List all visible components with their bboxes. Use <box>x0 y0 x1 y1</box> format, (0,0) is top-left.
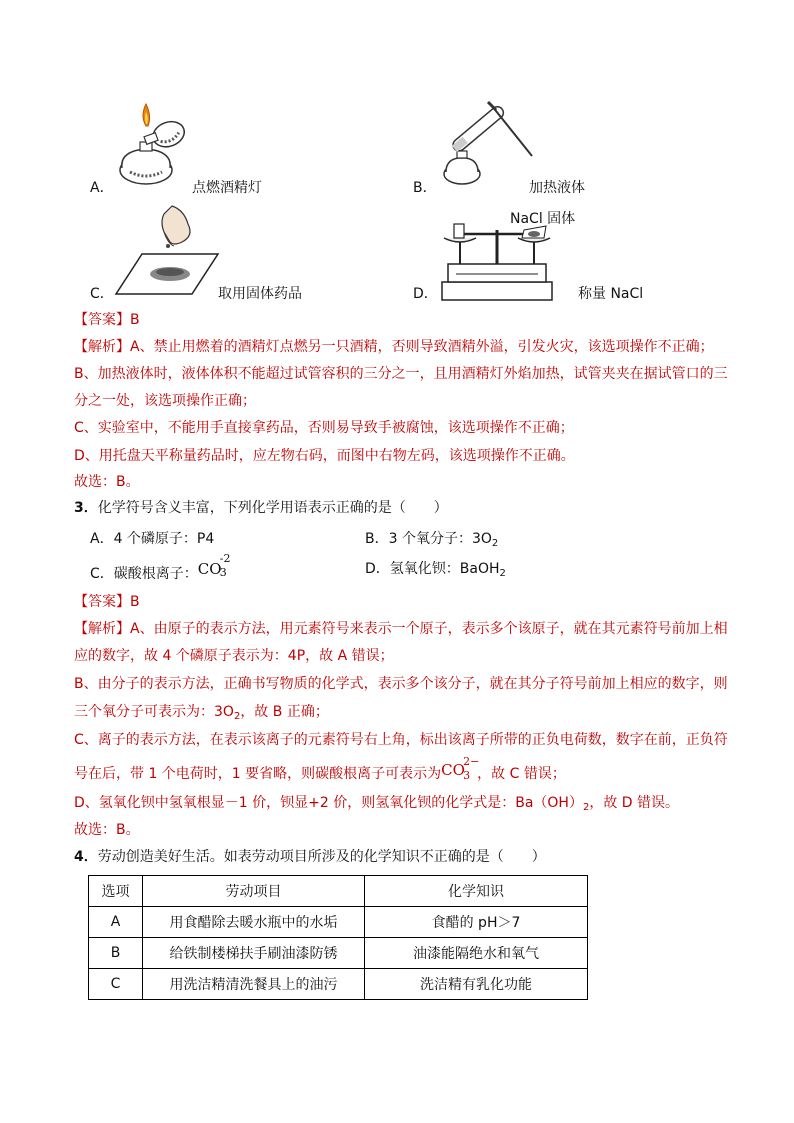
taking-solid-by-hand-image <box>112 202 222 296</box>
table-cell: 食醋的 pH＞7 <box>365 907 588 938</box>
q3-option-a: A．4 个磷原子：P4 <box>90 531 215 547</box>
option-a-illustration <box>108 98 198 190</box>
option-text: C．碳酸根离子： <box>90 566 198 582</box>
formula-sup: 2− <box>463 755 480 768</box>
q2-answer-line <box>74 310 734 330</box>
subscript: 2 <box>491 538 499 549</box>
answer-tag: 【答案】 <box>74 594 130 610</box>
answer-tag: 【答案】 <box>74 312 130 328</box>
q4-stem <box>74 847 734 867</box>
option-text: D．氢氧化钡：BaOH <box>365 561 500 577</box>
q3-analysis-line-1 <box>74 619 734 639</box>
option-letter-d: D． <box>413 286 438 302</box>
subscript: 2 <box>233 711 241 722</box>
analysis-tag: 【解析】 <box>74 621 130 637</box>
analysis-text: A、由原子的表示方法，用元素符号来表示一个原子，表示多个该原子，就在其元素符号前加上相 <box>130 621 728 637</box>
table-header: 选项 <box>89 876 143 907</box>
analysis-text: ，故 C 错误； <box>477 766 566 782</box>
analysis-text: 号在后，带 1 个电荷时，1 要省略，则碳酸根离子可表示为 <box>74 766 442 782</box>
option-caption-d: 称量 NaCl <box>578 286 644 302</box>
question-number: 3． <box>74 500 98 516</box>
option-letter-b: B． <box>413 180 437 196</box>
option-caption-c: 取用固体药品 <box>218 286 302 302</box>
q3-answer-line <box>74 592 734 612</box>
option-letter-a: A． <box>90 180 114 196</box>
question-text: 劳动创造美好生活。如表劳动项目所涉及的化学知识不正确的是（ ） <box>97 849 546 865</box>
q3-analysis-line-3: B、由分子的表示方法，正确书写物质的化学式，表示多个该分子，就在其分子符号前加上相应的数字，则 <box>74 676 728 692</box>
q3-analysis-line-2: 应的数字，故 4 个磷原子表示为：4P，故 A 错误； <box>74 648 394 664</box>
subscript: 2 <box>499 568 506 579</box>
table-cell: A <box>89 907 143 938</box>
balance-weighing-image <box>436 212 558 304</box>
table-cell: 用食醋除去暖水瓶中的水垢 <box>143 907 365 938</box>
table-header: 劳动项目 <box>143 876 365 907</box>
option-letter-c: C． <box>90 286 114 302</box>
q2-analysis-line-4: C、实验室中，不能用手直接拿药品，否则易导致手被腐蚀，该选项操作不正确； <box>74 420 574 436</box>
analysis-tag: 【解析】 <box>74 339 130 355</box>
option-caption-a: 点燃酒精灯 <box>192 180 262 196</box>
answer-value: B <box>130 594 140 610</box>
q2-analysis-line-1 <box>74 337 734 357</box>
question-text: 化学符号含义丰富，下列化学用语表示正确的是（ ） <box>97 500 448 516</box>
subscript: 2 <box>582 802 590 813</box>
formula-sup: -2 <box>219 552 231 565</box>
q3-conclusion: 故选：B。 <box>74 822 140 838</box>
analysis-text: D、氢氧化钡中氢氧根显－1 价，钡显+2 价，则氢氧化钡的化学式是：Ba（OH） <box>74 795 583 811</box>
formula-base: CO <box>441 761 465 779</box>
formula-sub: 3 <box>463 769 471 782</box>
option-d-illustration <box>436 212 558 304</box>
labor-knowledge-table <box>88 875 588 1000</box>
table-header-row <box>89 876 588 907</box>
table-header: 化学知识 <box>365 876 588 907</box>
q3-stem <box>74 498 734 518</box>
table-cell: 油漆能隔绝水和氧气 <box>365 938 588 969</box>
formula-sub: 3 <box>219 566 227 579</box>
q2-conclusion: 故选：B。 <box>74 474 140 490</box>
table-cell: 洗洁精有乳化功能 <box>365 969 588 1000</box>
analysis-text: ，故 B 正确； <box>240 704 329 720</box>
table-row <box>89 969 588 1000</box>
analysis-text: 三个氧分子可表示为：3O <box>74 704 234 720</box>
q2-analysis-line-3: 分之一处，该选项操作正确； <box>74 393 256 409</box>
q3-analysis-line-7 <box>74 793 734 818</box>
heating-liquid-image <box>438 96 534 192</box>
q3-option-d <box>365 558 506 579</box>
option-c-illustration <box>112 202 222 296</box>
q3-analysis-line-6 <box>74 755 734 784</box>
question-number: 4． <box>74 849 98 865</box>
option-b-illustration <box>438 96 534 192</box>
alcohol-lamp-lighting-image <box>108 98 198 190</box>
table-cell: 用洗洁精清洗餐具上的油污 <box>143 969 365 1000</box>
q2-analysis-line-2: B、加热液体时，液体体积不能超过试管容积的三分之一，且用酒精灯外焰加热，试管夹夹在据试管口的三 <box>74 366 728 382</box>
table-cell: C <box>89 969 143 1000</box>
table-row <box>89 938 588 969</box>
option-text: B．3 个氧分子：3O <box>365 531 492 547</box>
carbonate-formula <box>197 552 234 579</box>
nacl-solid-label: NaCl 固体 <box>510 211 576 227</box>
table-cell: B <box>89 938 143 969</box>
carbonate-formula <box>441 755 480 782</box>
q3-analysis-line-4 <box>74 702 734 727</box>
formula-base: CO <box>197 560 222 578</box>
q2-analysis-line-5: D、用托盘天平称量药品时，应左物右码，而图中右物左码，该选项操作不正确。 <box>74 448 575 464</box>
option-caption-b: 加热液体 <box>529 180 585 196</box>
analysis-text: ，故 D 错误。 <box>589 795 680 811</box>
table-cell: 给铁制楼梯扶手刷油漆防锈 <box>143 938 365 969</box>
table-row <box>89 907 588 938</box>
q3-analysis-line-5: C、离子的表示方法，在表示该离子的元素符号右上角，标出该离子所带的正负电荷数，数字在前，正负符 <box>74 732 728 748</box>
q3-option-c <box>90 552 234 583</box>
analysis-text: A、禁止用燃着的酒精灯点燃另一只酒精，否则导致酒精外溢，引发火灾，该选项操作不正确； <box>130 339 714 355</box>
q3-option-b <box>365 528 498 549</box>
answer-value: B <box>130 312 140 328</box>
